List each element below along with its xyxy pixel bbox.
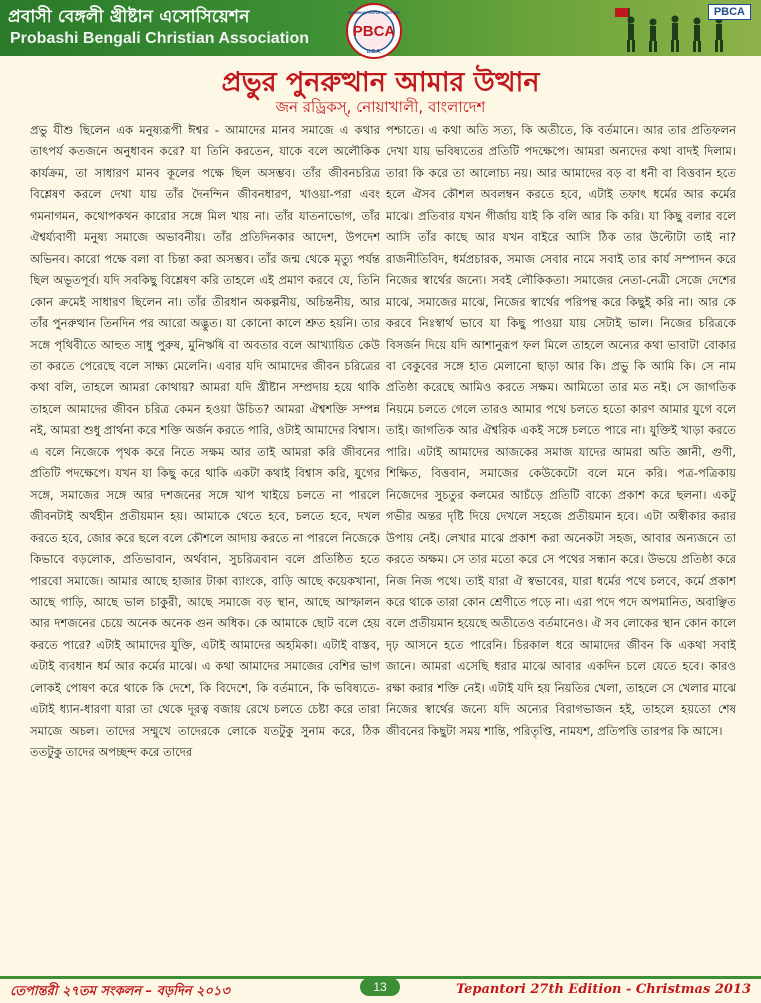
article-title: প্রভুর পুনরুত্থান আমার উত্থান [221,67,540,98]
org-name-english: Probashi Bengali Christian Association [10,30,310,47]
article-column-left [30,120,380,960]
article-column-right [386,120,736,960]
logo-ring-text: WE BRING PEOPLE TOGETHER [348,11,400,15]
org-name-bengali: প্রবাসী বেঙ্গলী খ্রীষ্টান এসোসিয়েশন [8,7,250,27]
pbca-badge: PBCA [708,4,751,20]
logo-bottom-text: U.S.A. [366,49,382,55]
article-byline: জন রড্রিকস্, নোয়াখালী, বাংলাদেশ [275,98,486,116]
footer-edition-english: Tepantori 27th Edition - Christmas 2013 [455,982,751,997]
page-header [0,0,761,56]
pbca-logo [338,2,410,60]
page-footer [0,970,761,1000]
article-paragraph: পশ্চাতে। এ কথা অতি সত্য, কি অতীতে, কি বর্তমানে। আর তার প্রতিফলন দেখা যায় ভবিষ্যতের প্রতিটি পদক্ষেপে। আমরা অন্যদের কথা বাদই দিলাম। তারা কি করে তা আলোচ্য নয়। আর আমাদের বড় বা ধনী বা বিত্তবান হতে হলে ঐসব কৌশল অবলম্বন করতে হবে, এটাই তফাৎ ধর্মের আর কর্মের মাঝে। প্রতিবার যখন গীর্জায় যাই কি বলি আর কি করি। যা কিছু বলার বলে আসি তাঁর কাছে আর যখন বাইরে আসি ঠিক তার উল্টোটা তাই না? রাজনীতিবিদ, ধর্মপ্রচারক, সমাজ সেবার নামে সবাই তার কার্য সম্পাদন করে নিজের স্বার্থের জন্যে। সবই লৌকিকতা। সমাজের নেতা-নেত্রী সেজে দেশের মাঝে, সমাজের মাঝে, নিজের স্বার্থের পরিপন্থ করে কিছুই করি না। আর কে করবে নিঃস্বার্থ ভাবে যা কিছু পাওয়া যায় সেটাই ভাল। নিজের চরিত্রকে বিসর্জন দিয়ে যদি আশানুরূপ ফল মিলে তাহলে অন্যের কথা ভাবাটা বোকার বা বেকুবের সঙ্গে হাত মেলানো ছাড়া আর কি। প্রভু কি আমি কি। সে নাম প্রতিষ্ঠা করেছে আমিও করতে সক্ষম। আমিতো তার মত নই। সে জাগতিক নিয়মে চলতে গেলে তারও আমার পথে চলতে হতো কারণ আমার যুগে বলে তাই। জাগতিক আর ঐশ্বরিক একই সঙ্গে চলতে পারে না। যুক্তিই খাড়া করতে পারি। এটাই আমাদের আজকের সমাজ যাদের আমরা অতি জ্ঞানী, গুণী, শিক্ষিত, বিত্তবান, সমাজের কেউকেটো বলে মনে করি। পত্র-পত্রিকায় নিজেদের সুচতুর কলমের আচঁড়ে প্রতিটি বাক্যে প্রকাশ করে ছলনা। একটু গভীর অন্তর দৃষ্টি দিয়ে দেখলে সহজে প্রতীয়মান হবে। এটা অস্বীকার করার উপায় নেই। লেখার মাঝে প্রকাশ করা অনেকটা সহজ, আবার অন্যজনে তা করতে অক্ষম। সে তার মতো করে সে পথের সন্ধান করে। উভয়ে প্রতিষ্ঠা করে নিজ নিজ পথে। তাই যারা ঐ স্বভাবের, যারা ধর্মের পথে চলবে, কর্মে প্রকাশ করে থাকে তারা কোন শ্রেণীতে পড়ে না। এরা পদে পদে অপমানিত, অবাঞ্ছিত বলে প্রতীয়মান হয়েছে অতীতেও বর্তমানেও। ঐ সব লোকের স্থান কোন কালে দৃঢ় আসনে হতে পারেনি। চিরকাল ধরে আমাদের জীবন কি একথা সবাই জানে। আমরা এসেছি ধরার মাঝে আবার একদিন চলে যেতে হবে। কারও রক্ষা করার শক্তি নেই। এটাই যদি হয় নিয়তির খেলা, তাহলে সে খেলার মাঝে নিজের স্বার্থের জন্যে যদি অন্যের বিরাগভাজন হই, তাহলে হয়তো শেষ জীবনের কিছুটা সময় শান্তি, পরিতৃপ্তি, নামযশ, প্রতিপত্তি তারপর কি আসে। [386,123,736,738]
page-number: 13 [360,978,400,996]
article-paragraph: প্রভু যীশু ছিলেন এক মনুষ্যরূপী ঈশ্বর - আমাদের মানব সমাজে এ কথার তাৎপর্য কতজনে অনুধাবন করে? যা তিনি করতেন, যাকে বলে অলৌকিক কার্যক্রম, তা সাধারণ মানব কূলের পক্ষে ছিল অসম্ভব। তাঁর জীবনচরিত্র বিশ্লেষণ করলে দেখা যায় তাঁর দৈনন্দিন জীবনধারণ, খাওয়া-পরা এবং গমনাগমন, কথোপকথন কারোর সঙ্গে মিল খায় না। তাঁর যাতনাভোগ, তাঁর ঐশ্বৰ্য্যবাণী মনুষ্য সমাজে অভাবনীয়। তাঁর প্রতিদিনকার আদেশ, উপদেশ অভিনব। কারো পক্ষে বলা বা চিন্তা করা অসম্ভব। তাঁর জন্ম থেকে মৃত্যু পর্যন্ত ছিল অভূতপূর্ব। যদি সবকিছু বিশ্লেষণ করি তাহলে এই প্রমাণ করবে যে, তিনি কোন ক্রমেই সাধারণ ছিলেন না। তাঁর তীরধান অকল্পনীয়, অচিন্তনীয়, আর তাঁর পুনরুত্থান তিনদিন পর আরো অদ্ভুত। যা কোনো কালে শ্রুত হয়নি। তার সঙ্গে পৃথিবীতে আহুত সাধু পুরুষ, মুনিঋষি বা অবতার বলে আখ্যায়িত কেউ তা করতে পেরেছে বলে সাক্ষ্য মেলেনি। এবার যদি আমাদের জীবন চরিত্রের কথা বলি, তাহলে আমরা কোথায়? আমরা যদি খ্রীষ্টান সম্প্রদায় হয়ে থাকি তাহলে আমাদের জীবন চরিত্র কেমন হওয়া উচিত? আমরা ঐশ্বশক্তি সম্পন্ন নই, আমরা শুধু প্রার্থনা করে শক্তি অর্জন করতে পারি, ওটাই আমাদের বিশ্বাস। এ বলে নিজেকে পৃথক করে নিতে সক্ষম আর তাই আমরা করি জীবনের প্রতিটি পদক্ষেপে। যখন যা কিছু করে থাকি একটা কথাই বিশ্বাস করি, যুগের সঙ্গে, সমাজের সঙ্গে আর দশজনের সঙ্গে খাপ খাইয়ে চলতে না পারলে জীবনটাই অর্থহীন প্রতীয়মান হয়। আমাকে থেতে হবে, চলতে হবে, দখল করতে হবে, জোর করে ছলে বলে কৌশলে আদায় করতে না পারলে নিজেকে কিভাবে বড়লোক, প্রতিভাবান, অর্থবান, সুচরিত্রবান বলে প্রতিষ্ঠিত হতে পারবো সমাজে। আমার আছে হাজার টাকা ব্যাংকে, বাড়ি আছে কয়েকখানা, আছে গাড়ি, আছে ভাল চাকুরী, আছে সমাজে বড় স্থান, আছে আস্ফালন আর দশজনের চেয়ে অনেক অনেক গুন অধিক। কে আমাকে ছোট বলে হেয় করতে পারে? এটাই আমাদের যুক্তি, এটাই আমাদের অহমিকা। এটাই বাস্তব, এটাই ব্যবধান ধর্ম আর কর্মের মাঝে। এ কথা আমাদের সমাজের বেশির ভাগ লোকই পোষণ করে থাকে কি দেশে, কি বিদেশে, কি বর্তমানে, কি ভবিষ্যতে-এটাই ধ্যান-ধারণা যারা তা থেকে দূরত্ব বজায় রেখে চলতে চেষ্টা করে তারা সমাজে অচল। তাদের সম্মুখে তাদেরকে লোকে যতটুকু সুনাম করে, ঠিক ততটুকু তাদের অপচ্ছন্দ করে তাদের [30,123,380,760]
logo-text: PBCA [352,23,396,40]
footer-edition-bengali: তেপান্তরী ২৭তম সংকলন – বড়দিন ২০১৩ [10,984,230,999]
header-figures [601,0,761,56]
